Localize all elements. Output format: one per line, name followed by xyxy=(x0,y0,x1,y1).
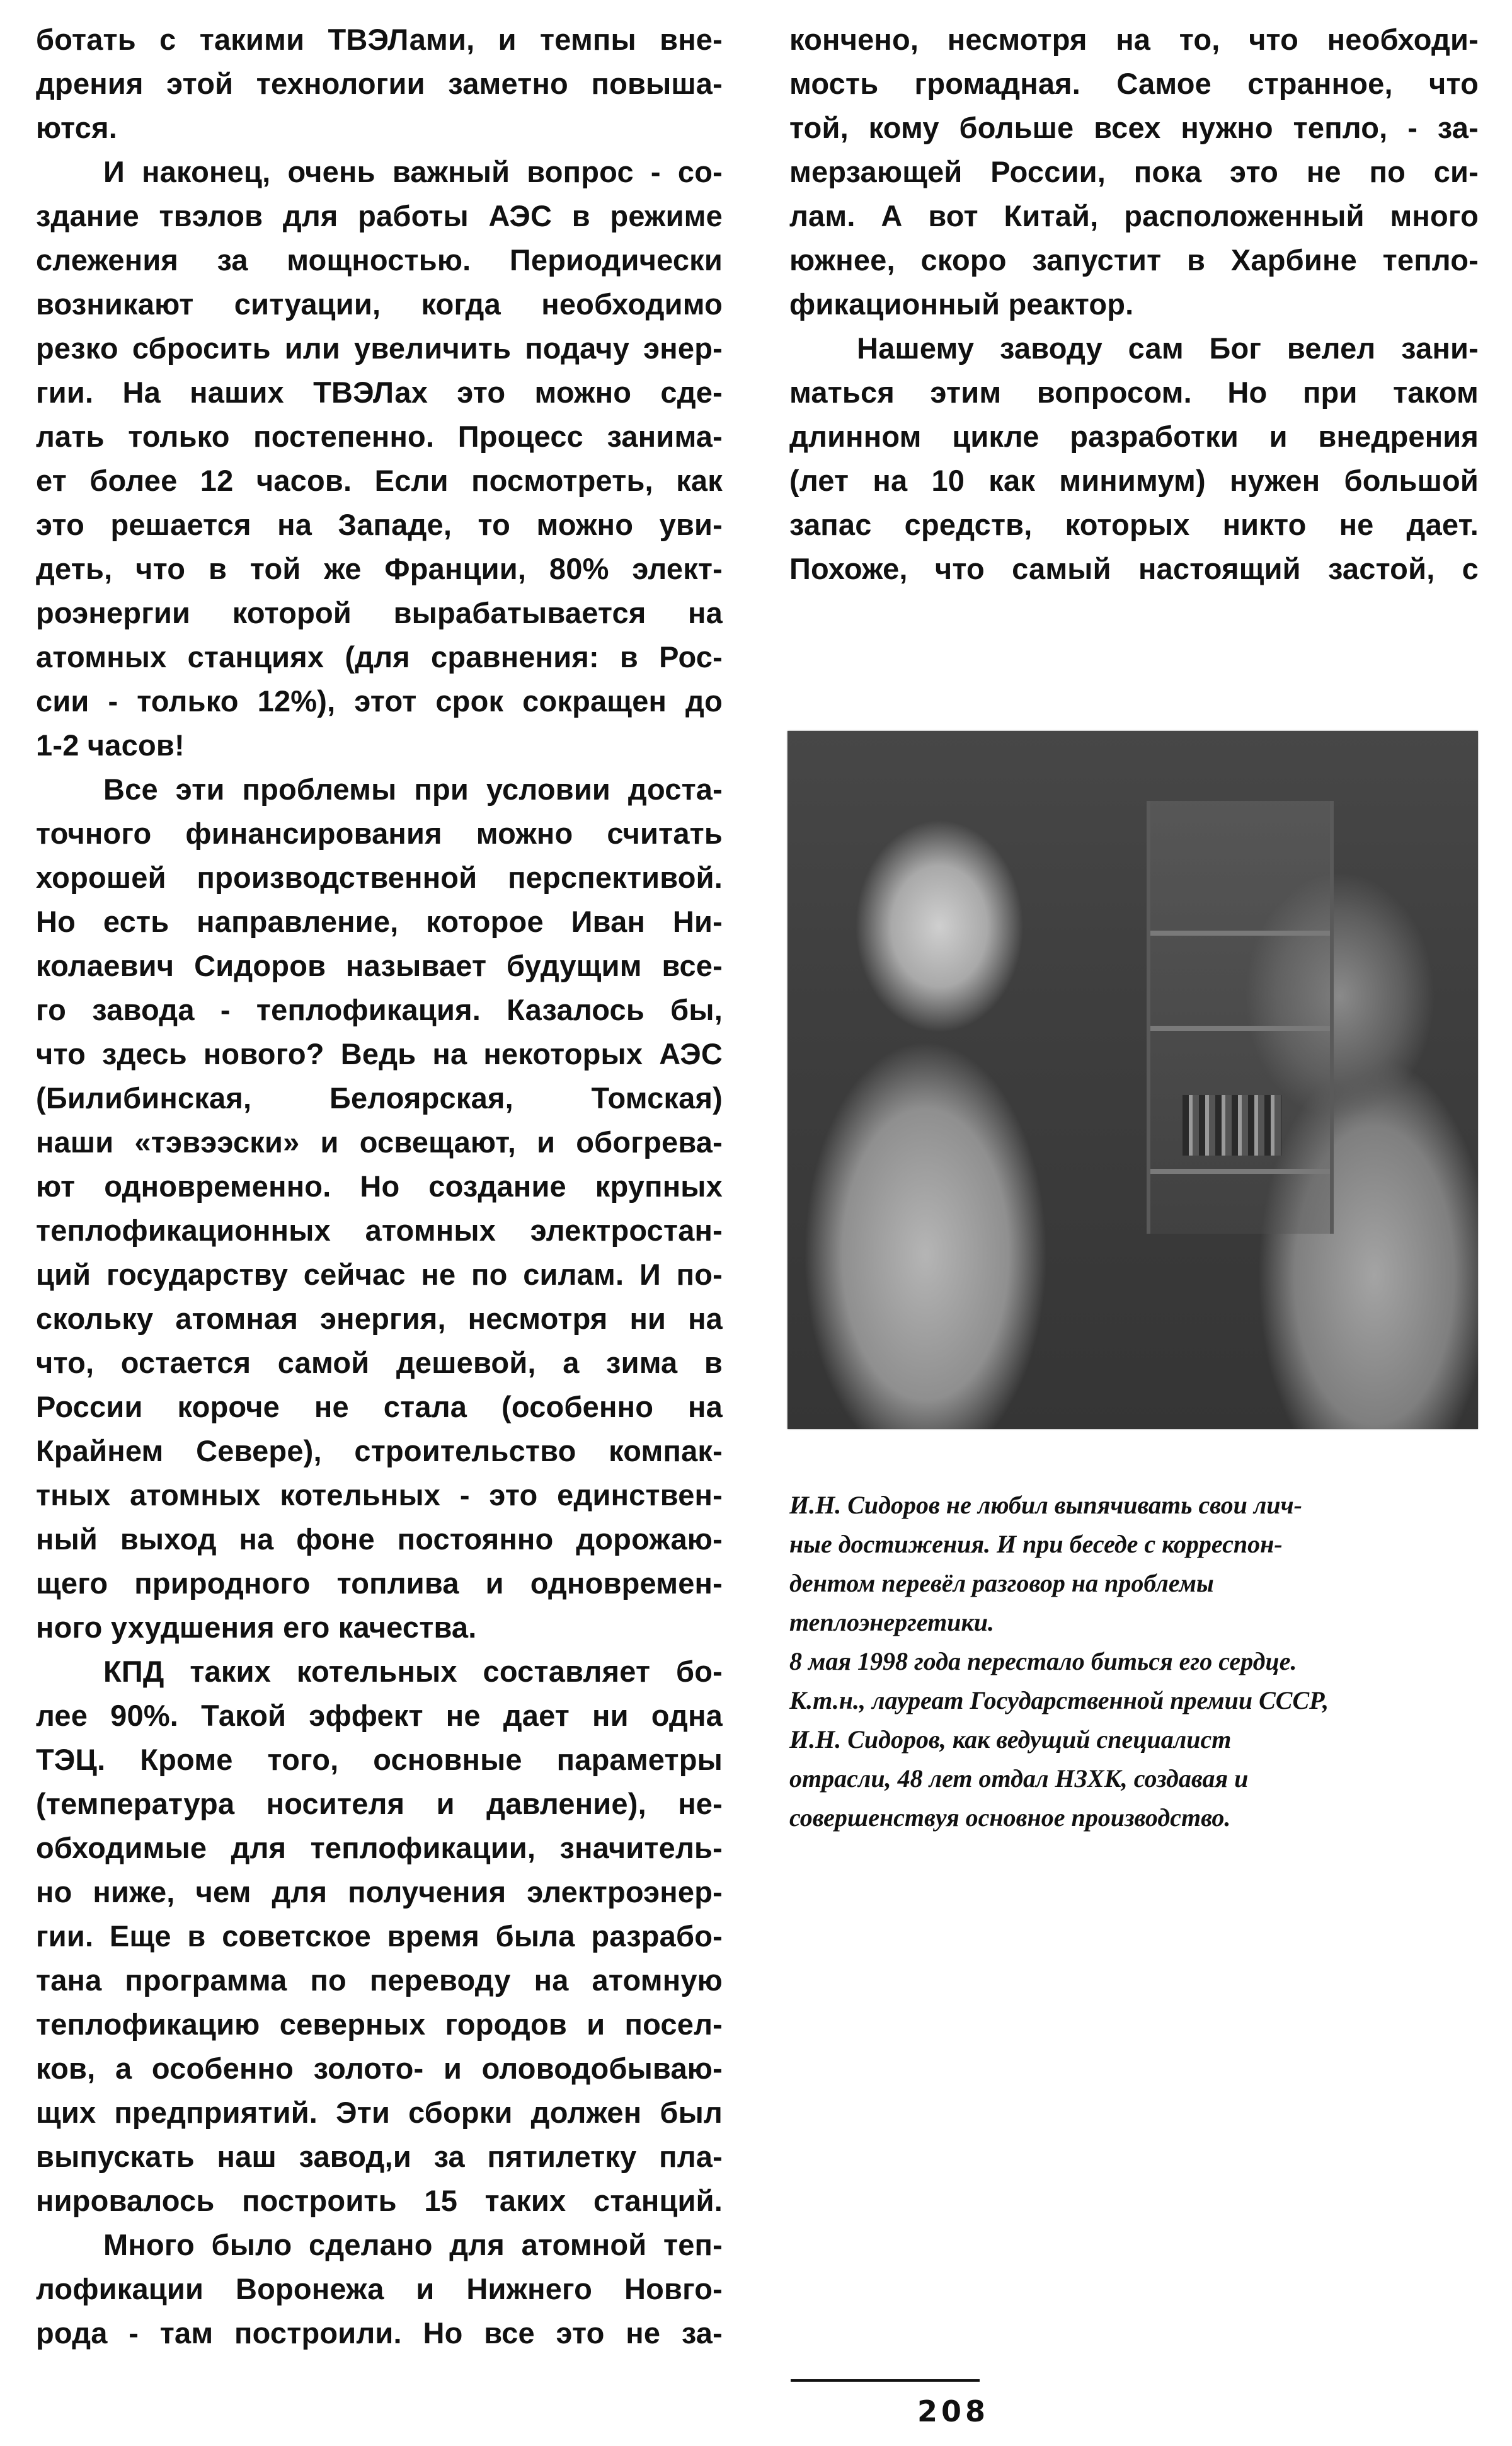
caption-line: теплоэнергетики. xyxy=(789,1608,995,1636)
text-line: это решается на Западе, то можно уви- xyxy=(36,508,723,541)
text-line: лать только постепенно. Процесс занима- xyxy=(36,420,723,453)
text-line: ет более 12 часов. Если посмотреть, как xyxy=(36,464,723,497)
text-line: Но есть направление, которое Иван Ни- xyxy=(36,905,723,938)
paragraph-start-line: КПД таких котельных составляет бо- xyxy=(103,1655,723,1688)
caption-line: 8 мая 1998 года перестало биться его сердце. xyxy=(789,1647,1297,1675)
text-line: ный выход на фоне постоянно дорожаю- xyxy=(36,1522,723,1556)
text-line: ного ухудшения его качества. xyxy=(36,1611,477,1644)
caption-line: ные достижения. И при беседе с корреспон- xyxy=(789,1530,1283,1558)
text-line: дрения этой технологии заметно повыша- xyxy=(36,67,723,100)
text-line: деть, что в той же Франции, 80% элект- xyxy=(36,552,723,585)
text-line: фикационный реактор. xyxy=(789,287,1134,321)
text-line: ков, а особенно золото- и оловодобываю- xyxy=(36,2052,723,2085)
text-line: но ниже, чем для получения электроэнер- xyxy=(36,1875,723,1909)
text-line: сии - только 12%), этот срок сокращен до xyxy=(36,684,723,718)
text-line: кончено, несмотря на то, что необходи- xyxy=(789,23,1479,56)
text-line: ций государству сейчас не по силам. И по- xyxy=(36,1258,723,1291)
paragraph-start-line: Нашему заводу сам Бог велел зани- xyxy=(857,331,1479,365)
text-line: щих предприятий. Эти сборки должен был xyxy=(36,2096,723,2129)
text-line: нировалось построить 15 таких станций. xyxy=(36,2184,723,2217)
text-line: го завода - теплофикация. Казалось бы, xyxy=(36,993,723,1026)
text-line: колаевич Сидоров называет будущим все- xyxy=(36,949,723,982)
text-line: южнее, скоро запустит в Харбине тепло- xyxy=(789,243,1479,277)
caption-line: отрасли, 48 лет отдал НЗХК, создавая и xyxy=(789,1764,1249,1793)
caption-line: совершенствуя основное производство. xyxy=(789,1803,1231,1832)
text-line: Похоже, что самый настоящий застой, с xyxy=(789,552,1479,585)
text-line: мость громадная. Самое странное, что xyxy=(789,67,1479,100)
footer-divider xyxy=(791,2379,980,2382)
page-number: 208 xyxy=(917,2394,989,2428)
text-line: длинном цикле разработки и внедрения xyxy=(789,420,1479,453)
text-line: (температура носителя и давление), не- xyxy=(36,1787,723,1820)
text-line: лее 90%. Такой эффект не дает ни одна xyxy=(36,1699,723,1732)
left-text-column xyxy=(36,18,723,2355)
text-line: хорошей производственной перспективой. xyxy=(36,861,723,894)
text-line: выпускать наш завод,и за пятилетку пла- xyxy=(36,2140,723,2173)
caption-line: дентом перевёл разговор на проблемы xyxy=(789,1569,1214,1597)
books-illustration xyxy=(1183,1095,1281,1156)
text-line: той, кому больше всех нужно тепло, - за- xyxy=(789,111,1479,144)
text-line: резко сбросить или увеличить подачу энер- xyxy=(36,331,723,365)
shelf-board xyxy=(1150,1026,1330,1031)
text-line: точного финансирования можно считать xyxy=(36,817,723,850)
text-line: лофикации Воронежа и Нижнего Новго- xyxy=(36,2272,723,2305)
paragraph-start-line: Все эти проблемы при условии доста- xyxy=(103,772,723,806)
text-line: рода - там построили. Но все это не за- xyxy=(36,2316,723,2350)
text-line: что, остается самой дешевой, а зима в xyxy=(36,1346,723,1379)
shelf-board xyxy=(1150,1169,1330,1174)
text-line: ются. xyxy=(36,111,117,144)
text-line: гии. Еще в советское время была разрабо- xyxy=(36,1919,723,1953)
right-text-column xyxy=(789,18,1479,591)
text-line: теплофикационных атомных электростан- xyxy=(36,1214,723,1247)
text-line: ТЭЦ. Кроме того, основные параметры xyxy=(36,1743,723,1776)
text-line: 1-2 часов! xyxy=(36,728,185,762)
text-line: наши «тэвээски» и освещают, и обогрева- xyxy=(36,1125,723,1159)
caption-line: К.т.н., лауреат Государственной премии СССР, xyxy=(789,1686,1329,1714)
text-line: обходимые для теплофикации, значитель- xyxy=(36,1831,723,1864)
text-line: маться этим вопросом. Но при таком xyxy=(789,376,1479,409)
photo-caption xyxy=(789,1486,1479,1837)
text-line: тных атомных котельных - это единствен- xyxy=(36,1478,723,1512)
text-line: гии. На наших ТВЭЛах это можно сде- xyxy=(36,376,723,409)
text-line: Крайнем Севере), строительство компак- xyxy=(36,1434,723,1467)
text-line: теплофикацию северных городов и посел- xyxy=(36,2007,723,2041)
text-line: (лет на 10 как минимум) нужен большой xyxy=(789,464,1479,497)
text-line: (Билибинская, Белоярская, Томская) xyxy=(36,1081,723,1115)
text-line: тана программа по переводу на атомную xyxy=(36,1963,723,1997)
caption-line: И.Н. Сидоров не любил выпячивать свои лич- xyxy=(789,1491,1302,1519)
text-line: ботать с такими ТВЭЛами, и темпы вне- xyxy=(36,23,723,56)
paragraph-start-line: Много было сделано для атомной теп- xyxy=(103,2228,723,2261)
text-line: возникают ситуации, когда необходимо xyxy=(36,287,723,321)
text-line: здание твэлов для работы АЭС в режиме xyxy=(36,199,723,233)
text-line: России короче не стала (особенно на xyxy=(36,1390,723,1423)
shelf-board xyxy=(1150,931,1330,936)
bookshelf-illustration xyxy=(1147,801,1334,1234)
text-line: запас средств, которых никто не дает. xyxy=(789,508,1479,541)
text-line: слежения за мощностью. Периодически xyxy=(36,243,723,277)
text-line: атомных станциях (для сравнения: в Рос- xyxy=(36,640,723,674)
text-line: роэнергии которой вырабатывается на xyxy=(36,596,723,629)
caption-line: И.Н. Сидоров, как ведущий специалист xyxy=(789,1725,1232,1754)
text-line: скольку атомная энергия, несмотря ни на xyxy=(36,1302,723,1335)
text-line: лам. А вот Китай, расположенный много xyxy=(789,199,1479,233)
portrait-photo xyxy=(788,731,1478,1429)
text-line: щего природного топлива и одновремен- xyxy=(36,1566,723,1600)
text-line: что здесь нового? Ведь на некоторых АЭС xyxy=(36,1037,723,1071)
text-line: ют одновременно. Но создание крупных xyxy=(36,1169,723,1203)
paragraph-start-line: И наконец, очень важный вопрос - со- xyxy=(103,155,723,188)
text-line: мерзающей России, пока это не по си- xyxy=(789,155,1479,188)
